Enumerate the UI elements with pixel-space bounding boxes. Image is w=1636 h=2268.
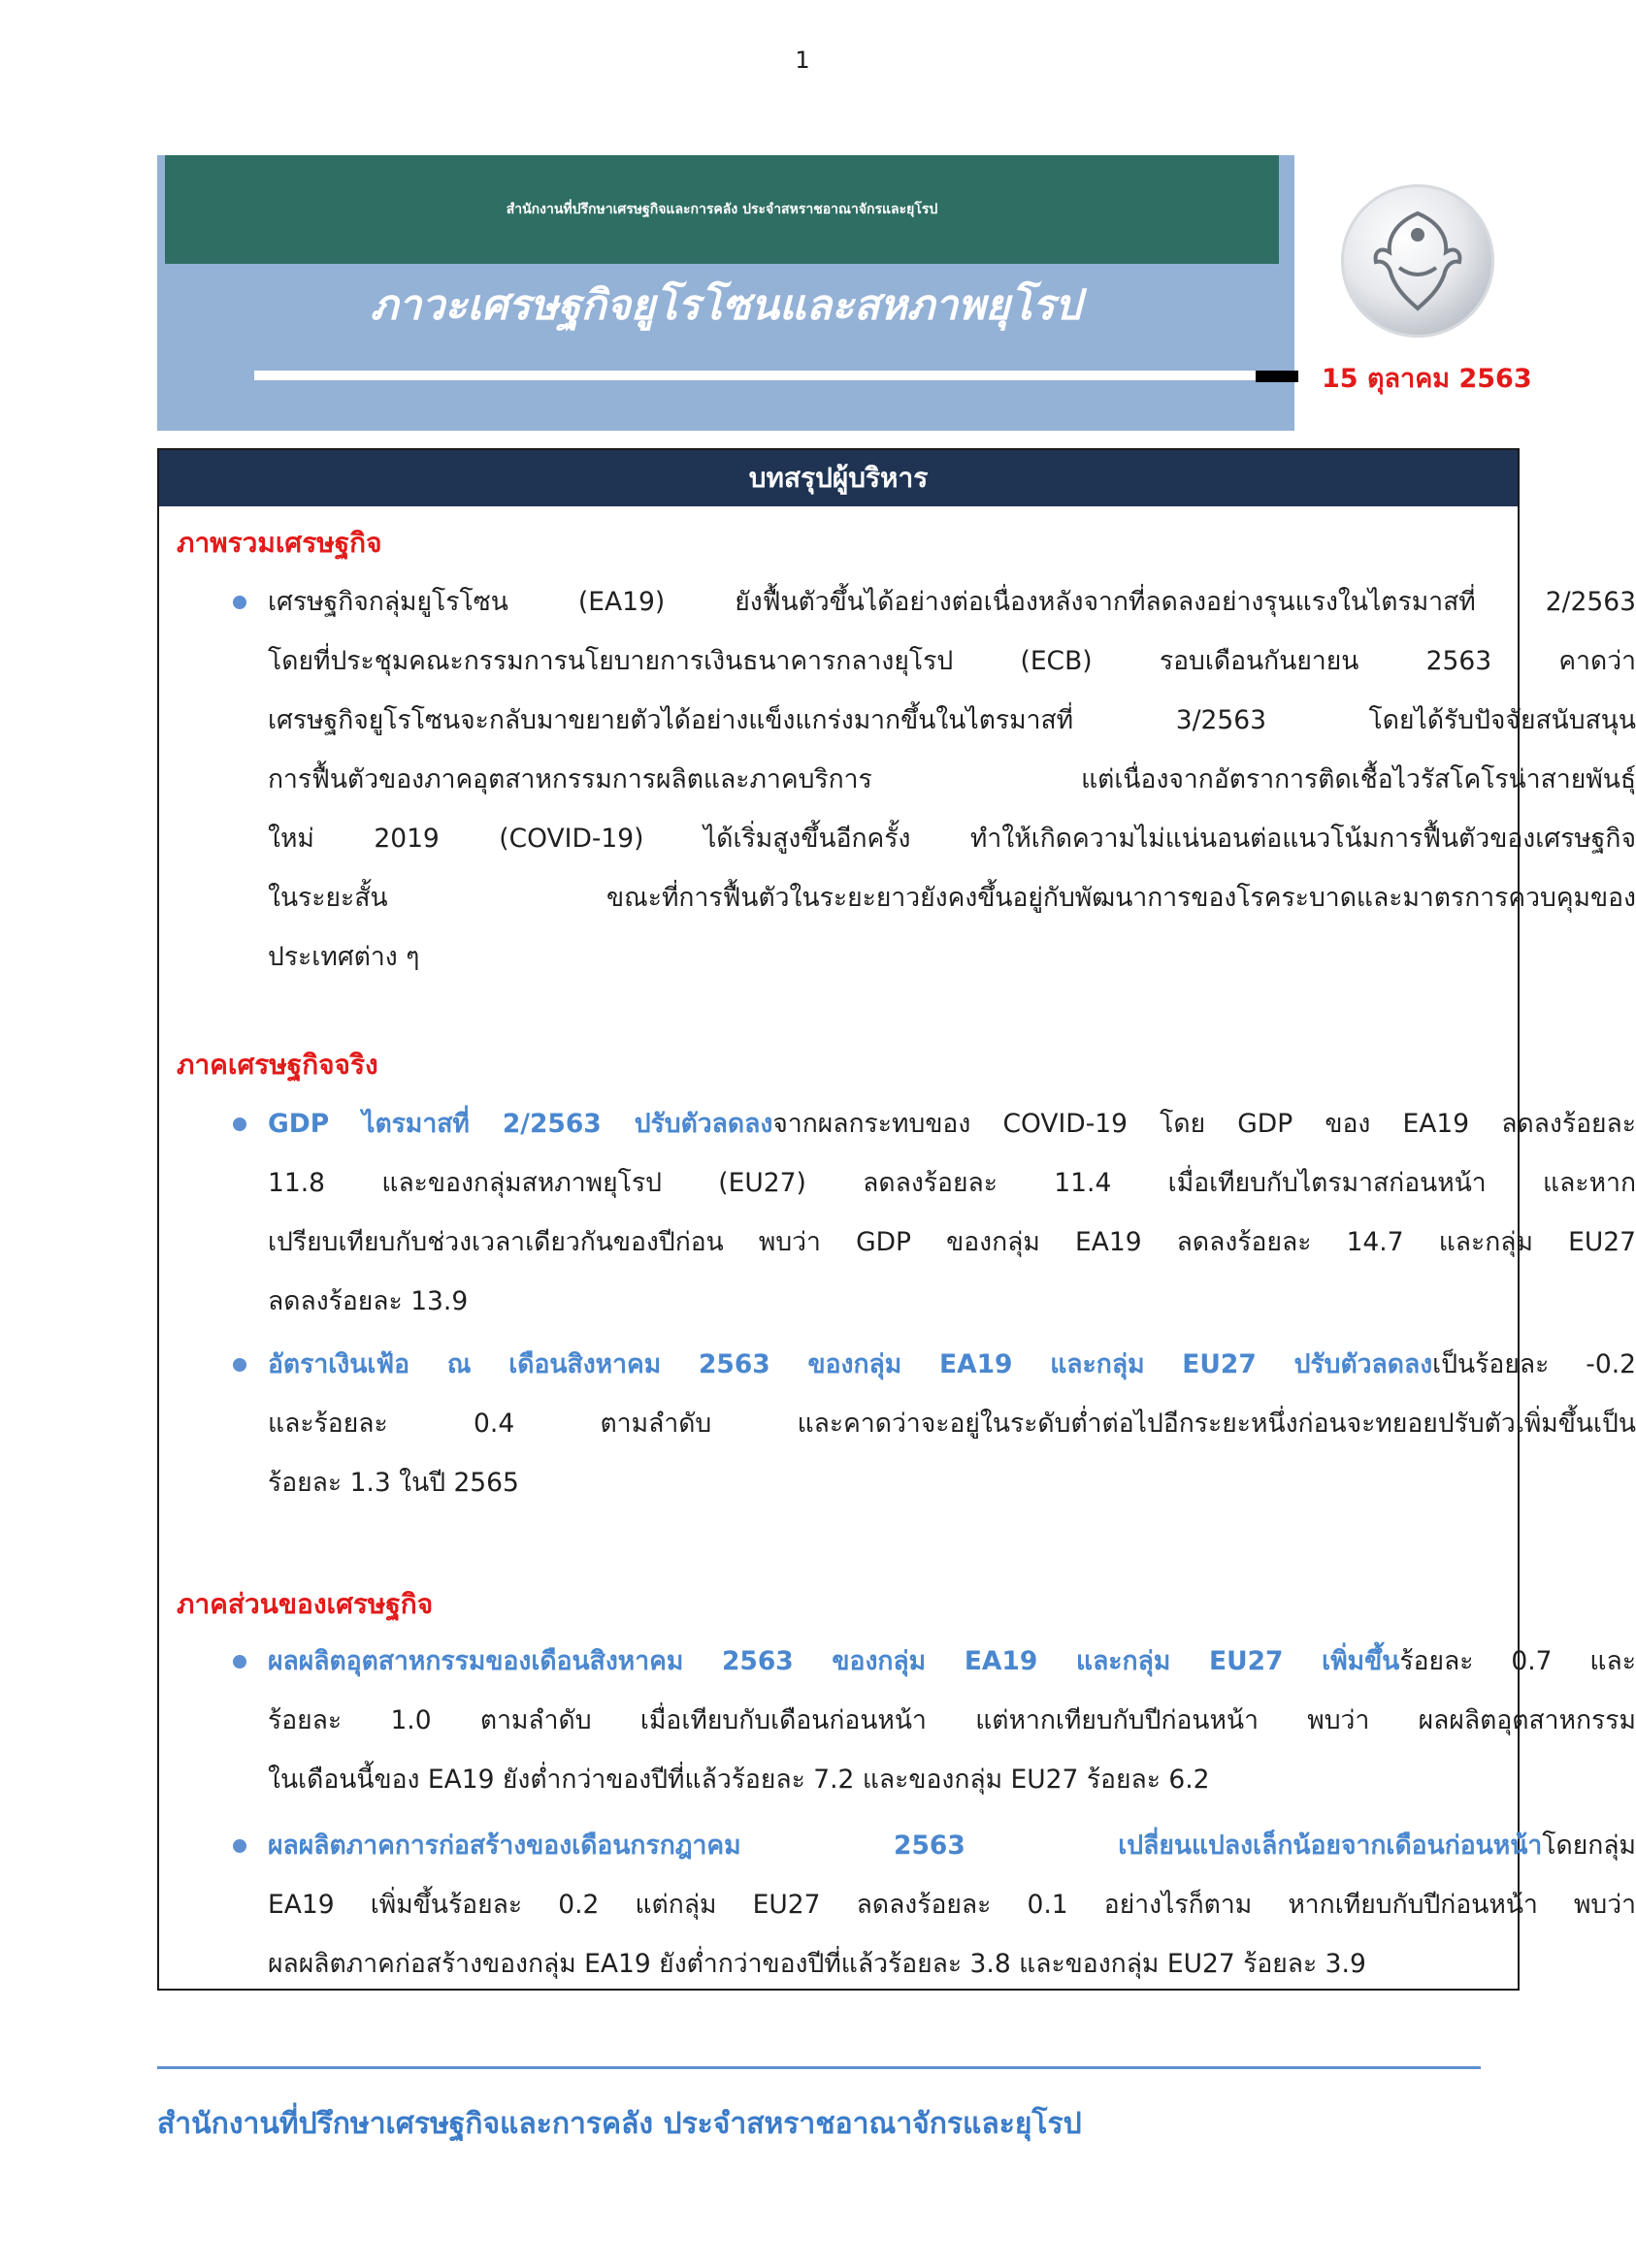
item-first-line: [268, 1816, 1636, 1875]
list-item: [268, 1094, 1636, 1331]
item-line: โดยที่ประชุมคณะกรรมการนโยบายการเงินธนาคารกลางยุโรป (ECB) รอบเดือนกันยายน 2563 คาดว่า: [268, 646, 1636, 676]
section-heading-real-economy: ภาคเศรษฐกิจจริง: [177, 1049, 378, 1081]
list-item: [268, 572, 1636, 987]
bullet-icon: [233, 596, 246, 609]
bullet-icon: [233, 1118, 246, 1131]
header-divider-end: [1256, 371, 1298, 382]
item-line: ในเดือนนี้ของ EA19 ยังต่ำกว่าของปีที่แล้วร้อยละ 7.2 และของกลุ่ม EU27 ร้อยละ 6.2: [268, 1765, 1210, 1795]
bullet-icon: [233, 1358, 246, 1372]
item-first-line: [268, 1094, 1636, 1153]
bullet-icon: [233, 1839, 246, 1853]
item-line: เศรษฐกิจยูโรโซนจะกลับมาขยายตัวได้อย่างแข็งแกร่งมากขึ้นในไตรมาสที่ 3/2563 โดยได้รับปัจจัยสนับสนุน: [268, 705, 1636, 735]
page-number: 1: [795, 47, 810, 74]
item-line: ร้อยละ 1.0 ตามลำดับ เมื่อเทียบกับเดือนก่อนหน้า แต่หากเทียบกับปีก่อนหน้า พบว่า ผลผลิตอุตสาหกรรม: [268, 1705, 1636, 1735]
header-divider: [254, 371, 1256, 380]
item-line: ใหม่ 2019 (COVID-19) ได้เริ่มสูงขึ้นอีกครั้ง ทำให้เกิดความไม่แน่นอนต่อแนวโน้มการฟื้นตัวของเศรษฐกิจ: [268, 824, 1636, 854]
item-line: 11.8 และของกลุ่มสหภาพยุโรป (EU27) ลดลงร้อยละ 11.4 เมื่อเทียบกับไตรมาสก่อนหน้า และหาก: [268, 1168, 1636, 1198]
item-highlight: ผลผลิตภาคการก่อสร้างของเดือนกรกฎาคม 2563 เปลี่ยนแปลงเล็กน้อยจากเดือนก่อนหน้า: [268, 1831, 1543, 1861]
report-date: 15 ตุลาคม 2563: [1322, 364, 1532, 394]
item-line: ประเทศต่าง ๆ: [268, 942, 420, 972]
item-line: และร้อยละ 0.4 ตามลำดับ และคาดว่าจะอยู่ในระดับต่ำต่อไปอีกระยะหนึ่งก่อนจะทยอยปรับตัวเพิ่มขึ้นเป็น: [268, 1409, 1636, 1439]
list-item: [268, 1632, 1636, 1809]
item-line: เศรษฐกิจกลุ่มยูโรโซน (EA19) ยังฟื้นตัวขึ้นได้อย่างต่อเนื่องหลังจากที่ลดลงอย่างรุนแรงในไตรมาสที่ 2/2563: [268, 587, 1636, 617]
bullet-icon: [233, 1655, 246, 1669]
item-line: การฟื้นตัวของภาคอุตสาหกรรมการผลิตและภาคบริการ แต่เนื่องจากอัตราการติดเชื้อไวรัสโคโรน่าสายพันธุ์: [268, 764, 1636, 794]
item-first-rest: ร้อยละ 0.7 และ: [1399, 1646, 1636, 1676]
item-line: ร้อยละ 1.3 ในปี 2565: [268, 1468, 519, 1498]
garuda-emblem-icon: [1341, 184, 1494, 338]
executive-summary-box: [157, 448, 1636, 1991]
footer-divider: [157, 2066, 1481, 2069]
organization-name: สำนักงานที่ปรึกษาเศรษฐกิจและการคลัง ประจำสหราชอาณาจักรและยุโรป: [165, 155, 1279, 264]
item-line: EA19 เพิ่มขึ้นร้อยละ 0.2 แต่กลุ่ม EU27 ลดลงร้อยละ 0.1 อย่างไรก็ตาม หากเทียบกับปีก่อนหน้า พบว่า: [268, 1890, 1636, 1920]
item-first-rest: โดยกลุ่ม: [1542, 1831, 1636, 1861]
report-title: ภาวะเศรษฐกิจยูโรโซนและสหภาพยุโรป: [370, 281, 1082, 330]
section-heading-overview: ภาพรวมเศรษฐกิจ: [177, 527, 382, 559]
footer-organization: สำนักงานที่ปรึกษาเศรษฐกิจและการคลัง ประจำสหราชอาณาจักรและยุโรป: [157, 2107, 1082, 2141]
item-line: เปรียบเทียบกับช่วงเวลาเดียวกันของปีก่อน พบว่า GDP ของกลุ่ม EA19 ลดลงร้อยละ 14.7 และกลุ่ม EU27: [268, 1227, 1636, 1257]
item-first-line: [268, 1632, 1636, 1691]
item-line: ในระยะสั้น ขณะที่การฟื้นตัวในระยะยาวยังคงขึ้นอยู่กับพัฒนาการของโรคระบาดและมาตรการควบคุมของ: [268, 883, 1636, 913]
item-first-rest: จากผลกระทบของ COVID-19 โดย GDP ของ EA19 ลดลงร้อยละ: [772, 1109, 1636, 1139]
list-item: [268, 1816, 1636, 1993]
item-highlight: อัตราเงินเฟ้อ ณ เดือนสิงหาคม 2563 ของกลุ่ม EA19 และกลุ่ม EU27 ปรับตัวลดลง: [268, 1349, 1433, 1379]
item-highlight: GDP ไตรมาสที่ 2/2563 ปรับตัวลดลง: [268, 1109, 773, 1139]
item-line: ผลผลิตภาคก่อสร้างของกลุ่ม EA19 ยังต่ำกว่าของปีที่แล้วร้อยละ 3.8 และของกลุ่ม EU27 ร้อยละ 3.9: [268, 1949, 1366, 1979]
list-item: [268, 1335, 1636, 1512]
section-heading-sectors: ภาคส่วนของเศรษฐกิจ: [177, 1588, 434, 1620]
item-line: ลดลงร้อยละ 13.9: [268, 1286, 469, 1316]
item-first-line: [268, 1335, 1636, 1394]
item-highlight: ผลผลิตอุตสาหกรรมของเดือนสิงหาคม 2563 ของกลุ่ม EA19 และกลุ่ม EU27 เพิ่มขึ้น: [268, 1646, 1400, 1676]
summary-heading: บทสรุปผู้บริหาร: [159, 450, 1518, 506]
item-first-rest: เป็นร้อยละ -0.2: [1432, 1349, 1636, 1379]
